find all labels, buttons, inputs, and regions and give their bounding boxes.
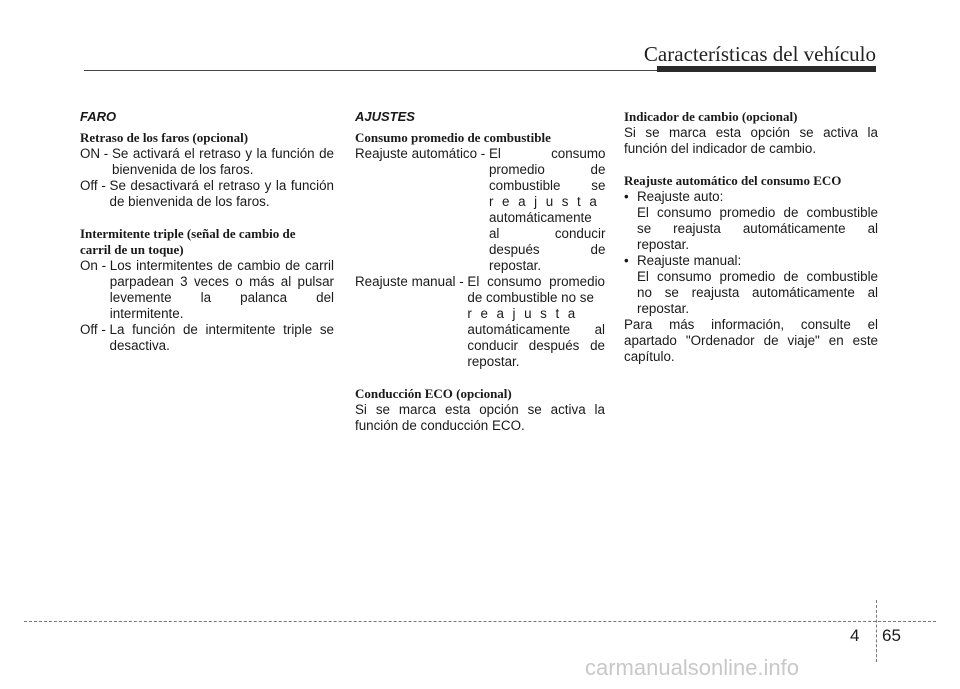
bullet-item-auto — [624, 189, 878, 205]
desc-line: reajusta — [467, 306, 584, 321]
footer-page-divider — [876, 600, 877, 662]
subheading-eco: Conducción ECO (opcional) — [355, 386, 512, 401]
header-title: Características del vehículo — [643, 42, 876, 66]
bullet-icon: • — [624, 253, 629, 268]
option-desc: Se activará el retraso y la función de bienvenida de los faros. — [112, 146, 334, 177]
page-number: 65 — [882, 626, 901, 645]
column-faro — [80, 109, 334, 354]
option-desc — [489, 146, 605, 274]
option-key: Reajuste manual - — [355, 274, 468, 289]
option-desc — [467, 274, 605, 370]
subheading-gear: Indicador de cambio (opcional) — [624, 109, 798, 124]
option-off — [80, 178, 334, 210]
option-off-triple — [80, 322, 334, 354]
footer-divider — [24, 621, 936, 622]
option-key: ON - — [80, 146, 112, 161]
subheading-consumption: Consumo promedio de combustible — [355, 130, 551, 145]
bullet-desc: El consumo promedio de combustible no se reajusta automáticamente al repostar. — [637, 269, 878, 316]
desc-line: automáticamente al conducir después de repostar. — [467, 322, 605, 369]
column-indicator — [624, 109, 878, 365]
desc-line: reajusta — [488, 194, 606, 209]
bullet-item-manual — [624, 253, 878, 269]
bullet-desc: El consumo promedio de combustible se reajusta automáticamente al repostar. — [637, 205, 878, 252]
option-desc: La función de intermitente triple se desactiva. — [109, 322, 334, 353]
option-key: On - — [80, 258, 110, 273]
subheading-triple-2: carril de un toque) — [80, 242, 184, 257]
desc-line: automáticamente al conducir después de repostar. — [488, 210, 606, 273]
subheading-delay: Retraso de los faros (opcional) — [80, 130, 249, 145]
section-title-faro: FARO — [80, 109, 117, 124]
option-auto-reset — [355, 146, 605, 274]
subheading-eco-reset: Reajuste automático del consumo ECO — [624, 173, 842, 188]
bullet-icon: • — [624, 189, 629, 204]
info-paragraph: Para más información, consulte el apartado "Ordenador de viaje" en este capítulo. — [624, 317, 878, 364]
column-ajustes — [355, 109, 605, 434]
header-tab-bar — [657, 66, 876, 72]
gear-paragraph: Si se marca esta opción se activa la función del indicador de cambio. — [624, 125, 878, 156]
watermark: carmanualsonline.info — [585, 655, 800, 680]
option-desc: Se desactivará el retraso y la función de bienvenida de los faros. — [109, 178, 334, 209]
bullet-label: Reajuste manual: — [637, 253, 742, 268]
desc-line: El consumo promedio de combustible no se — [467, 274, 605, 305]
section-title-ajustes: AJUSTES — [355, 109, 415, 124]
subheading-triple-1: Intermitente triple (señal de cambio de — [80, 226, 296, 241]
chapter-number: 4 — [850, 626, 860, 645]
bullet-label: Reajuste auto: — [637, 189, 724, 204]
option-desc: Los intermitentes de cambio de carril parpadean 3 veces o más al pulsar levemente la palanca del intermitente. — [109, 258, 334, 321]
option-on-triple — [80, 258, 334, 322]
option-key: Off - — [80, 322, 110, 337]
option-on — [80, 146, 334, 178]
option-manual-reset — [355, 274, 605, 370]
option-key: Off - — [80, 178, 110, 193]
eco-paragraph: Si se marca esta opción se activa la función de conducción ECO. — [355, 402, 605, 433]
desc-line: El consumo promedio de combustible se — [488, 146, 606, 193]
option-key: Reajuste automático - — [355, 146, 489, 161]
